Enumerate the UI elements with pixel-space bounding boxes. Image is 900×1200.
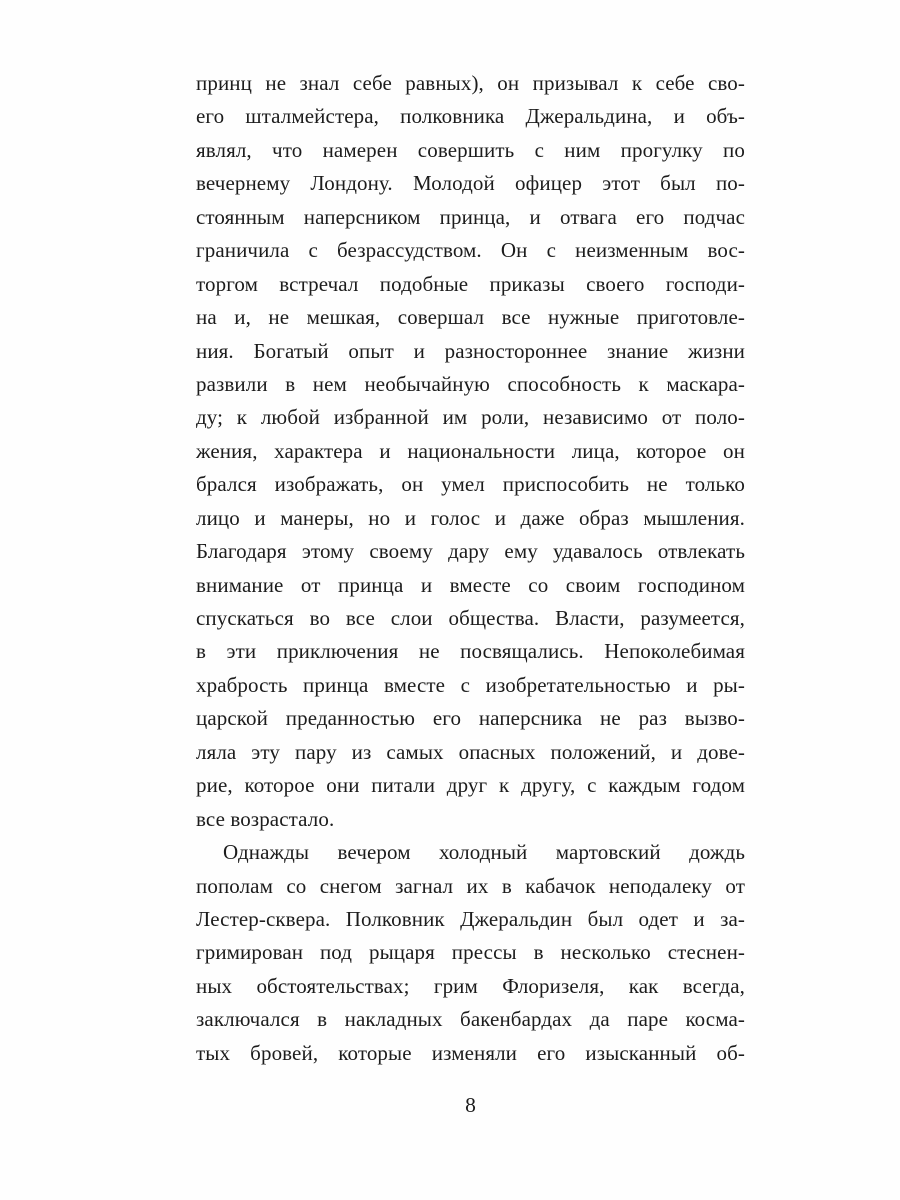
page-number: 8	[465, 1093, 476, 1117]
text-line: спускаться во все слои общества. Власти, разумеется,	[196, 606, 745, 630]
text-line: граничила с безрассудством. Он с неизменным вос-	[196, 238, 745, 263]
text-line: вечернему Лондону. Молодой офицер этот был по-	[196, 171, 745, 196]
text-line: в эти приключения не посвящались. Непоколебимая	[196, 639, 745, 664]
text-line: торгом встречал подобные приказы своего господи-	[196, 271, 745, 296]
text-line: Благодаря этому своему дару ему удавалось отвлекать	[196, 539, 745, 564]
text-line: развили в нем необычайную способность к маскара-	[196, 371, 745, 396]
text-line: Лестер-сквера. Полковник Джеральдин был одет и за-	[196, 906, 745, 931]
text-line: ных обстоятельствах; грим Флоризеля, как всегда,	[196, 973, 745, 998]
text-line: пополам со снегом загнал их в кабачок неподалеку от	[196, 873, 745, 898]
text-line: брался изображать, он умел приспособить не только	[196, 472, 745, 497]
text-line: гримирован под рыцаря прессы в несколько стеснен-	[196, 940, 745, 965]
text-line: рие, которое они питали друг к другу, с каждым годом	[196, 773, 745, 798]
text-line: царской преданностью его наперсника не раз вызво-	[196, 706, 745, 731]
text-line: заключался в накладных бакенбардах да паре косма-	[196, 1007, 745, 1032]
text-line: лицо и манеры, но и голос и даже образ мышления.	[196, 505, 745, 530]
text-line: внимание от принца и вместе со своим господином	[196, 572, 745, 597]
text-line: все возрастало.	[196, 806, 335, 831]
text-line: на и, не мешкая, совершал все нужные приготовле-	[196, 305, 745, 330]
text-line: тых бровей, которые изменяли его изысканный об-	[196, 1040, 745, 1065]
text-line: храбрость принца вместе с изобретательностью и ры-	[196, 672, 745, 697]
text-line: его шталмейстера, полковника Джеральдина, и объ-	[196, 104, 745, 129]
text-line: ния. Богатый опыт и разностороннее знание жизни	[196, 338, 745, 363]
text-line: ду; к любой избранной им роли, независимо от поло-	[196, 405, 745, 430]
text-line: жения, характера и национальности лица, которое он	[196, 438, 745, 463]
text-line: ляла эту пару из самых опасных положений, и дове-	[196, 739, 745, 764]
body-text	[196, 67, 745, 1070]
text-line: Однажды вечером холодный мартовский дождь	[223, 840, 745, 865]
text-line: являл, что намерен совершить с ним прогулку по	[196, 137, 745, 162]
text-line: принц не знал себе равных), он призывал к себе сво-	[196, 71, 745, 95]
text-line: стоянным наперсником принца, и отвага его подчас	[196, 204, 745, 229]
